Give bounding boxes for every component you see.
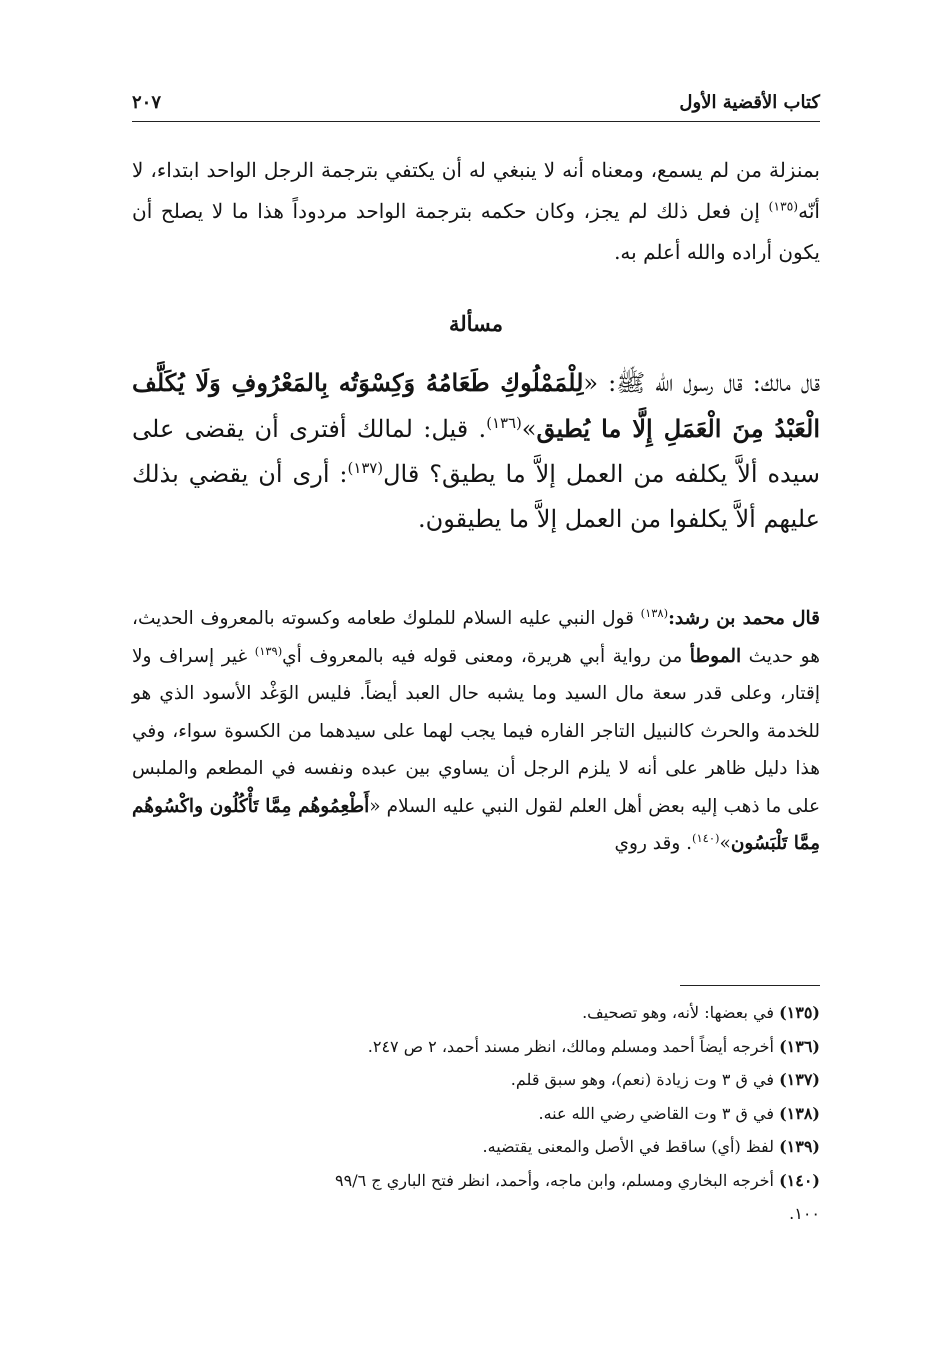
footnote-item — [132, 996, 820, 1030]
header-title: كتاب الأقضية الأول — [679, 91, 820, 113]
footnote-number: (١٣٩) — [779, 1137, 820, 1156]
footnote-number: (١٣٧) — [779, 1070, 820, 1089]
footnote-text: لفظ (أي) ساقط في الأصل والمعنى يقتضيه. — [482, 1137, 780, 1156]
commentary-speaker: قال محمد بن رشد: — [668, 608, 820, 629]
footnote-text: في ق ٣ وت زيادة (نعم)، وهو سبق قلم. — [510, 1070, 780, 1089]
question-text: . قيل: لمالك أفترى أن يقضى على سيده ألاَّ يكلفه من العمل إلاَّ ما يطيق؟ قال — [132, 415, 820, 488]
footnote-item — [132, 1063, 820, 1097]
quote-lead: قال مالك: قال رسول الله ﷺ: « — [583, 369, 820, 397]
section-title: مسألة — [448, 311, 504, 336]
commentary-text-1: قول النبي عليه السلام للملوك طعامه وكسوته بالمعروف الحديث، هو حديث — [132, 608, 820, 667]
footnote-text: أخرجه البخاري ومسلم، وابن ماجه، وأحمد، انظر فتح الباري ج ٩٩/٦ — [335, 1170, 780, 1190]
answer-text: : أرى أن يقضي بذلك عليهم ألاَّ يكلفوا من العمل إلاَّ ما يطيقون. — [132, 460, 820, 533]
footnote-number: (١٤٠) — [779, 1170, 820, 1190]
footnote-ref-137: (١٣٧) — [347, 459, 384, 478]
hadith-2-close: » — [719, 833, 731, 854]
footnote-text: في بعضها: لأنه، وهو تصحيف. — [582, 1003, 780, 1022]
footnotes — [132, 996, 820, 1231]
hadith-text: لِلْمَمْلُوكِ طَعَامُهُ وَكِسْوَتُه بِالمَعْرُوفِ وَلَا يُكَلَّف الْعَبْدُ مِنَ الْعَمَلِ إِلَّا ما يُطيق — [132, 368, 820, 443]
intro-text-1: بمنزلة من لم يسمع، ومعناه أنه لا ينبغي له أن يكتفي بترجمة الرجل الواحد ابتداء، لا أنّه — [132, 158, 820, 223]
commentary-text-3: غير إسراف ولا إقتار، وعلى قدر سعة مال السيد وما يشبه حال العبد أيضاً. فليس الوَغْد الأسود الذي هو للخدمة والحرث كالنبيل التاجر الفاره فيما يجب لهما على سيدهما من الكسوة سواء، وفي هذا دليل ظاهر على أنه لا يلزم الرجل أن يساوي بين عبده ونفسه في المطعم والملبس على ما ذهب إليه بعض أهل العلم لقول النبي عليه السلام « — [132, 645, 820, 817]
intro-paragraph — [132, 150, 820, 273]
footnote-item — [132, 1130, 820, 1164]
header-rule — [132, 121, 820, 122]
intro-text-2: إن فعل ذلك لم يجز، وكان حكمه بترجمة الواحد مردوداً هذا ما لا يصلح أن يكون أراده والله أعلم به. — [132, 199, 820, 264]
footnote-ref-140: (١٤٠) — [692, 831, 720, 846]
footnote-item — [132, 1097, 820, 1131]
running-header — [132, 86, 820, 118]
footnote-text: أخرجه أيضاً أحمد ومسلم ومالك، انظر مسند أحمد، ٢ ص ٢٤٧. — [367, 1036, 780, 1056]
footnote-ref-139: (١٣٩) — [254, 643, 283, 658]
ibn-rushd-commentary — [132, 600, 820, 863]
muwatta-title: الموطأ — [689, 645, 742, 667]
footnote-item — [132, 1164, 820, 1198]
footnote-ref-135: (١٣٥) — [768, 198, 799, 214]
footnote-ref-136: (١٣٦) — [486, 414, 522, 433]
footnote-number: (١٣٨) — [779, 1103, 820, 1123]
page-number: ٢٠٧ — [132, 91, 162, 113]
commentary-text-2: من رواية أبي هريرة، ومعنى قوله فيه بالمعروف أي — [282, 645, 690, 667]
footnote-text: في ق ٣ وت القاضي رضي الله عنه. — [538, 1103, 780, 1123]
commentary-text-4: . وقد روي — [614, 833, 693, 854]
footnote-continuation: ١٠٠. — [789, 1204, 820, 1223]
footnote-number: (١٣٥) — [779, 1003, 820, 1022]
quote-close: » — [521, 415, 537, 443]
malik-paragraph — [132, 360, 820, 542]
footnote-number: (١٣٦) — [779, 1036, 820, 1056]
footnote-ref-138: (١٣٨) — [640, 606, 669, 621]
hadith-2-text: أَطْعِمُوهُم مِمَّا تَأْكُلُون واكْسُوهُم مِمَّا تَلْبَسُون — [132, 795, 820, 854]
footnote-item — [132, 1030, 820, 1064]
footnote-rule — [680, 985, 820, 986]
